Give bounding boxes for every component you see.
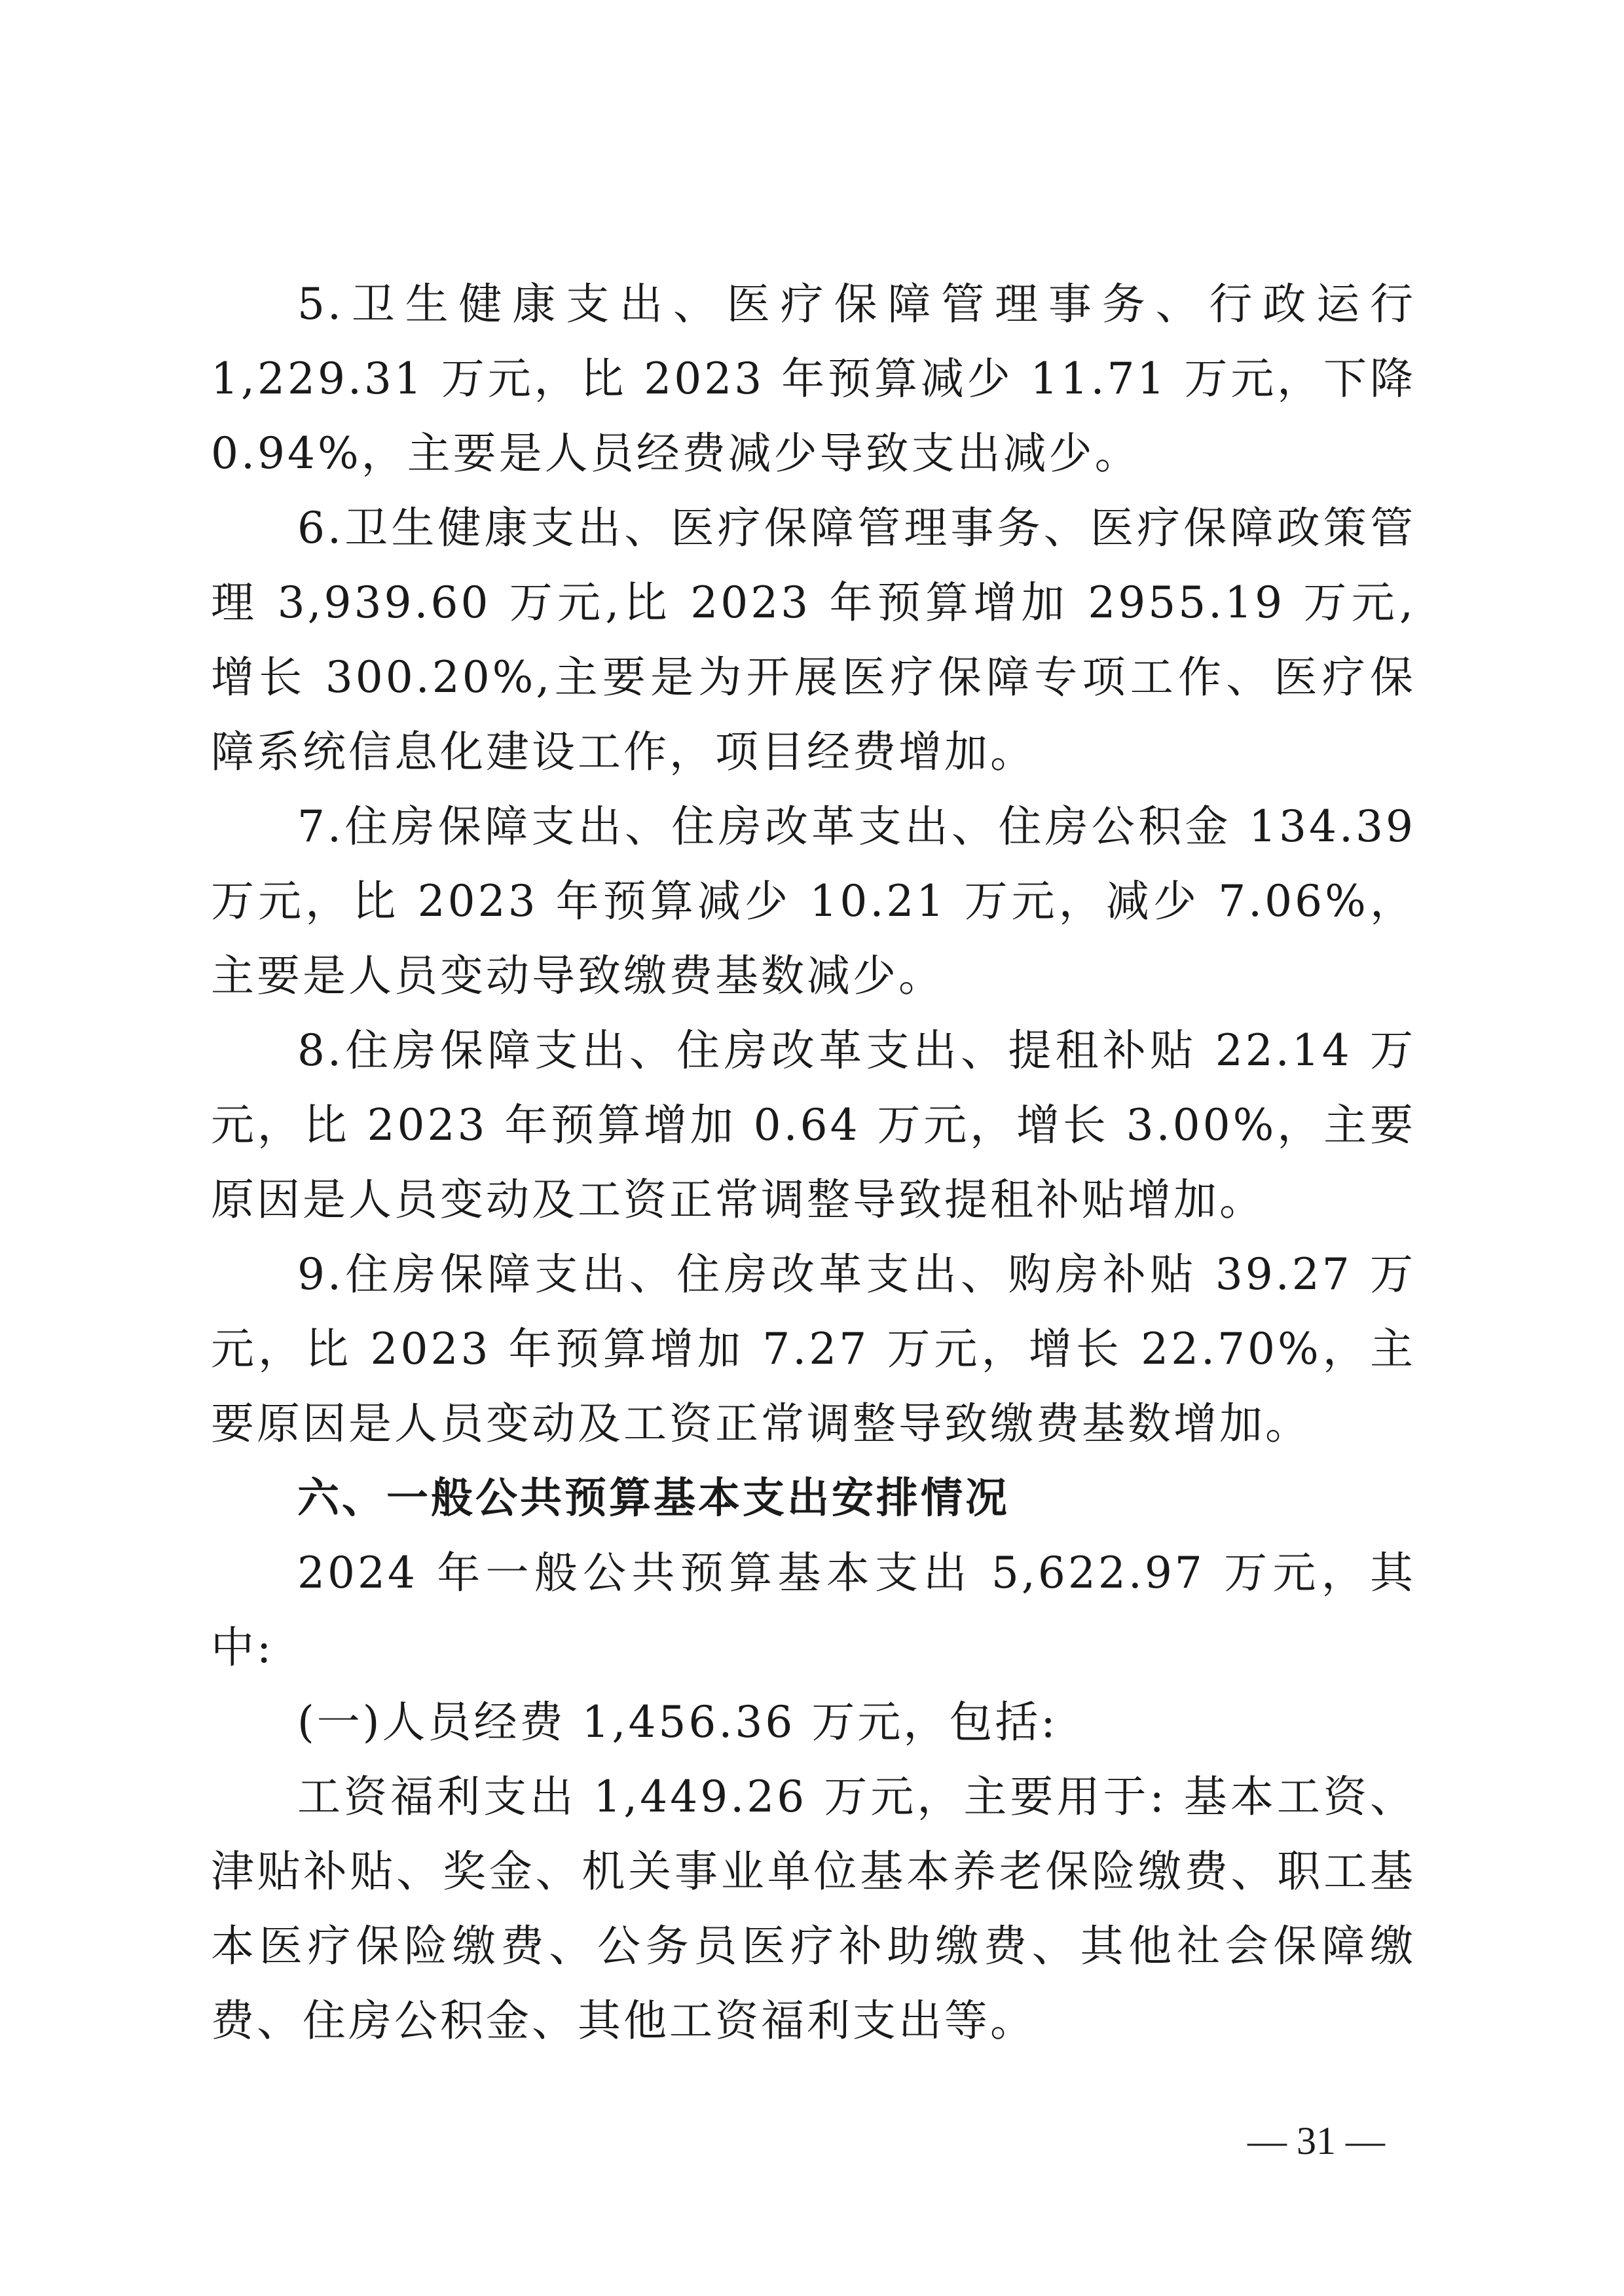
document-body xyxy=(211,267,1416,2058)
section-heading: 六、一般公共预算基本支出安排情况 xyxy=(297,1474,1010,1523)
paragraph-item-6: 6.卫生健康支出、医疗保障管理事务、医疗保障政策管理 3,939.60 万元,比 2023 年预算增加 2955.19 万元,增长 300.20%,主要是为开展医疗保障专项工作、医疗保障系统信息化建设工作，项目经费增加。 xyxy=(211,503,1416,777)
paragraph-item-9: 9.住房保障支出、住房改革支出、购房补贴 39.27 万元，比 2023 年预算增加 7.27 万元，增长 22.70%，主要原因是人员变动及工资正常调整导致缴费基数增加。 xyxy=(211,1249,1416,1449)
personnel-expenses: (一)人员经费 1,456.36 万元，包括: xyxy=(297,1697,1058,1747)
paragraph-item-7: 7.住房保障支出、住房改革支出、住房公积金 134.39 万元，比 2023 年预算减少 10.21 万元，减少 7.06%，主要是人员变动导致缴费基数减少。 xyxy=(211,801,1416,1001)
page-number: — 31 — xyxy=(1247,2119,1385,2162)
paragraph-item-8: 8.住房保障支出、住房改革支出、提租补贴 22.14 万元，比 2023 年预算增加 0.64 万元，增长 3.00%，主要原因是人员变动及工资正常调整导致提租补贴增加。 xyxy=(211,1025,1416,1225)
wage-welfare-expenses: 工资福利支出 1,449.26 万元，主要用于: 基本工资、津贴补贴、奖金、机关事业单位基本养老保险缴费、职工基本医疗保险缴费、公务员医疗补助缴费、其他社会保障缴费、住房公积金、其他工资福利支出等。 xyxy=(211,1772,1416,2046)
basic-expenditure-total: 2024 年一般公共预算基本支出 5,622.97 万元，其中: xyxy=(211,1548,1416,1673)
paragraph-item-5: 5.卫生健康支出、医疗保障管理事务、行政运行 1,229.31 万元，比 2023 年预算减少 11.71 万元，下降 0.94%，主要是人员经费减少导致支出减少。 xyxy=(211,279,1416,479)
